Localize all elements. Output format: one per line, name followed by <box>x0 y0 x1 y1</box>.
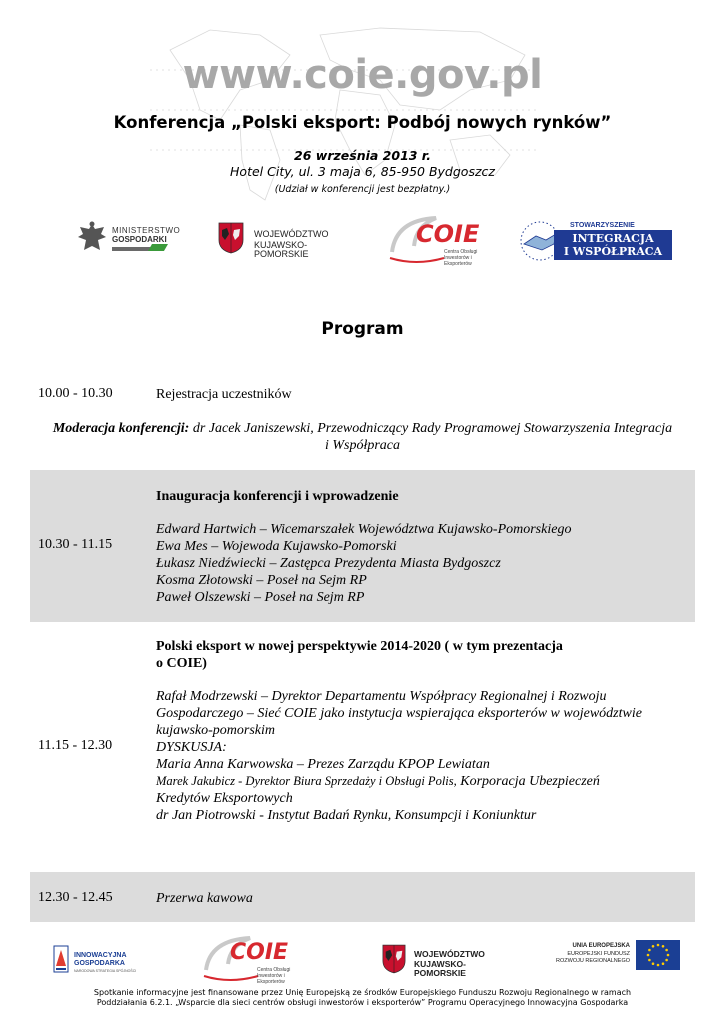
opening-speaker: Łukasz Niedźwiecki – Zastępca Prezydenta Miasta Bydgoszcz <box>156 556 501 571</box>
footer-voivodeship-line1: WOJEWÓDZTWO <box>414 949 485 959</box>
export-line: dr Jan Piotrowski - Instytut Badań Rynku, Konsumpcji i Koniunktur <box>156 808 537 823</box>
moderation-block <box>30 420 695 454</box>
export-heading-line1: Polski eksport w nowej perspektywie 2014-2020 ( w tym prezentacja <box>156 639 563 654</box>
opening-speaker: Paweł Olszewski – Poseł na Sejm RP <box>156 590 365 605</box>
registration-text: Rejestracja uczestników <box>156 387 292 402</box>
eu-line3: ROZWOJU REGIONALNEGO <box>556 958 630 964</box>
footer-coie-sub1: Centra Obsługi <box>257 967 291 973</box>
ig-line2: GOSPODARKA <box>74 960 125 967</box>
eu-logo <box>556 940 680 974</box>
export-line: Kredytów Eksportowych <box>156 791 293 806</box>
coie-sub2: Inwestorów i Eksporterów <box>444 255 472 267</box>
ministry-logo <box>76 220 181 260</box>
registration-time: 10.00 - 10.30 <box>38 386 113 401</box>
conference-venue: Hotel City, ul. 3 maja 6, 85-950 Bydgoszcz <box>230 164 495 179</box>
conference-title: Konferencja „Polski eksport: Podbój nowych rynków” <box>113 113 612 132</box>
voivodeship-line1: WOJEWÓDZTWO <box>254 229 329 239</box>
ig-line1: INNOWACYJNA <box>74 952 127 959</box>
opening-time: 10.30 - 11.15 <box>38 537 113 552</box>
export-small-line: Marek Jakubicz - Dyrektor Biura Sprzedaży i Obsługi Polis, <box>156 774 457 788</box>
export-line-mixed <box>156 773 642 790</box>
voivodeship-line2: KUJAWSKO-POMORSKIE <box>254 240 309 259</box>
moderation-text-line1: dr Jacek Janiszewski, Przewodniczący Rady Programowej Stowarzyszenia Integracja <box>189 421 673 436</box>
association-line1: INTEGRACJA <box>572 232 654 245</box>
eu-flag-icon <box>636 940 680 970</box>
eu-line2: EUROPEJSKI FUNDUSZ <box>567 951 630 957</box>
export-line: kujawsko-pomorskim <box>156 723 275 738</box>
export-heading-line2: o COIE) <box>156 656 207 671</box>
voivodeship-logo <box>218 222 358 258</box>
footer-coie-name: COIE <box>230 940 289 965</box>
footer-voivodeship-line2: KUJAWSKO-POMORSKIE <box>414 959 466 978</box>
conference-date: 26 września 2013 r. <box>294 148 431 163</box>
innovative-economy-logo <box>52 944 142 978</box>
coie-sub1: Centra Obsługi <box>444 249 478 255</box>
funding-note-line2: Poddziałania 6.2.1. „Wsparcie dla sieci centrów obsługi inwestorów i eksporterów” Programu Operacyjnego Innowacyjna Gospodarka <box>96 998 629 1007</box>
export-line: DYSKUSJA: <box>156 740 227 755</box>
ig-emblem-icon <box>52 944 72 974</box>
opening-speaker: Edward Hartwich – Wicemarszałek Województwa Kujawsko-Pomorskiego <box>156 522 572 537</box>
moderation-text-line2: i Współpraca <box>324 438 401 453</box>
eu-line1: UNIA EUROPEJSKA <box>572 943 630 949</box>
funding-note-line1: Spotkanie informacyjne jest finansowane przez Unię Europejską ze środków Europejskiego Funduszu Rozwoju Regionalnego w ramach <box>93 988 632 997</box>
ig-line3: NARODOWA STRATEGIA SPÓJNOŚCI <box>74 969 137 973</box>
free-admission-note: (Udział w konferencji jest bezpłatny.) <box>274 184 451 195</box>
association-top-label: STOWARZYSZENIE <box>570 222 635 229</box>
export-time: 11.15 - 12.30 <box>38 738 113 753</box>
export-line: Maria Anna Karwowska – Prezes Zarządu KPOP Lewiatan <box>156 757 490 772</box>
voivodeship-shield-icon <box>218 222 244 254</box>
coffee-text: Przerwa kawowa <box>156 891 253 906</box>
footer-coie-sub2: Inwestorów i Eksporterów <box>257 973 285 985</box>
opening-speaker: Ewa Mes – Wojewoda Kujawsko-Pomorski <box>156 539 397 554</box>
export-details <box>156 688 642 824</box>
opening-speaker: Kosma Złotowski – Poseł na Sejm RP <box>156 573 367 588</box>
site-url[interactable]: www.coie.gov.pl <box>182 52 543 98</box>
coffee-time: 12.30 - 12.45 <box>38 890 113 905</box>
export-line: Rafał Modrzewski – Dyrektor Departamentu Współpracy Regionalnej i Rozwoju <box>156 689 607 704</box>
export-heading <box>156 638 563 672</box>
footer-coie-logo <box>200 934 300 984</box>
ministry-line2: GOSPODARKI <box>112 235 167 244</box>
export-small-line-tail: Korporacja Ubezpieczeń <box>456 774 600 789</box>
coie-name: COIE <box>416 220 480 248</box>
opening-speakers <box>156 521 571 606</box>
ministry-line1: MINISTERSTWO <box>112 226 181 235</box>
funding-note <box>0 988 725 1008</box>
moderation-label: Moderacja konferencji: <box>52 421 190 436</box>
footer-voivodeship-logo <box>382 944 512 976</box>
voivodeship-shield-icon <box>382 944 406 974</box>
ministry-stripe-green <box>148 244 168 251</box>
world-map-background <box>150 10 540 210</box>
association-logo <box>518 220 673 262</box>
coie-logo <box>386 212 486 268</box>
coffee-break-band <box>30 872 695 922</box>
program-title: Program <box>321 319 404 339</box>
association-line2: I WSPÓŁPRACA <box>563 245 663 258</box>
opening-heading: Inauguracja konferencji i wprowadzenie <box>156 489 399 504</box>
eagle-emblem-icon <box>76 220 108 258</box>
export-line: Gospodarczego – Sieć COIE jako instytucja wspierająca eksporterów w województwie <box>156 706 642 721</box>
